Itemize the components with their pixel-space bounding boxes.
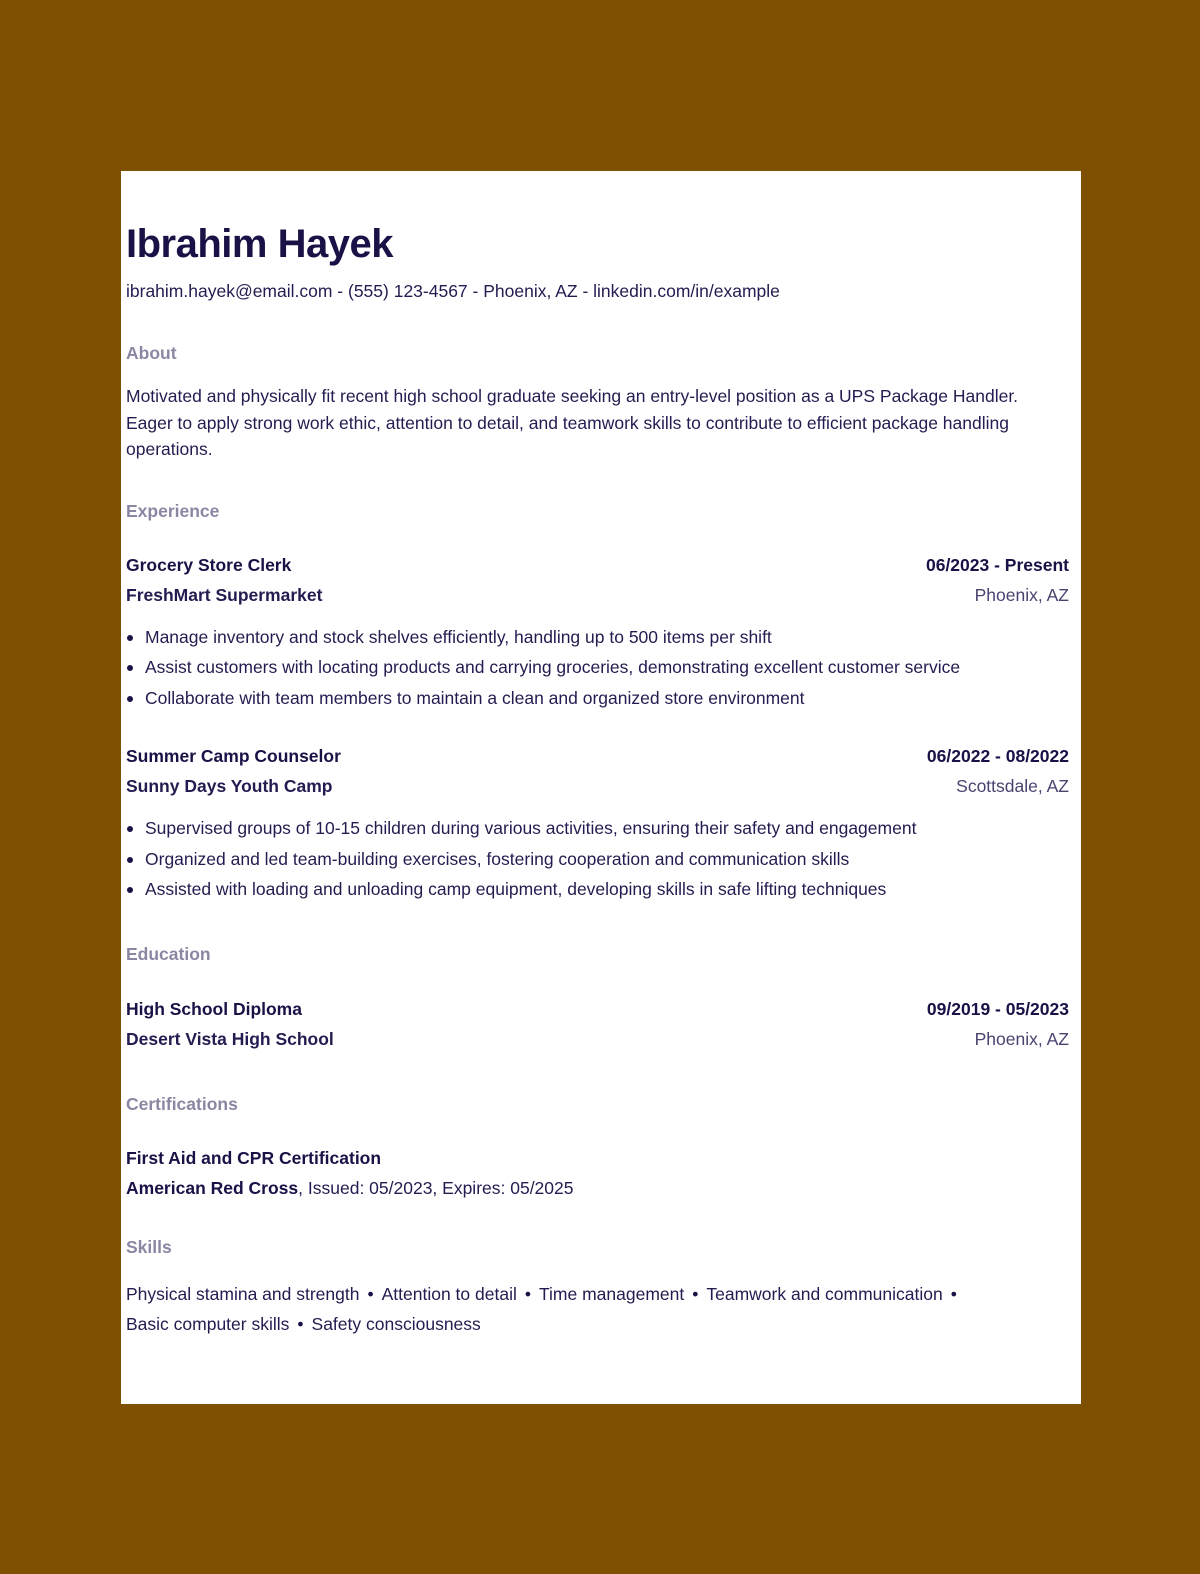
- skill-item: Attention to detail: [381, 1283, 517, 1304]
- job-dates: 06/2022 - 08/2022: [926, 746, 1069, 766]
- section-title-certifications: Certifications: [126, 1093, 238, 1114]
- skill-separator: •: [692, 1283, 699, 1304]
- certification-details-line: [126, 1173, 1069, 1203]
- job-location: Phoenix, AZ: [974, 584, 1069, 605]
- skill-item: Physical stamina and strength: [126, 1283, 360, 1304]
- job-title: Summer Camp Counselor: [126, 746, 341, 766]
- job-location: Scottsdale, AZ: [956, 776, 1069, 796]
- education-degree: High School Diploma: [126, 998, 302, 1019]
- certification-issuer: American Red Cross: [126, 1177, 299, 1198]
- skill-separator: •: [950, 1283, 957, 1304]
- job-bullet-text: Collaborate with team members to maintain a clean and organized store environment: [145, 687, 805, 708]
- job-bullet: [126, 874, 1069, 905]
- job-bullet: [126, 683, 1069, 714]
- job-bullet: [126, 844, 1069, 875]
- certification-details: , Issued: 05/2023, Expires: 05/2025: [298, 1177, 574, 1198]
- job-bullet-text: Assisted with loading and unloading camp equipment, developing skills in safe lifting techniques: [145, 879, 887, 899]
- job-bullet: [126, 813, 1069, 844]
- skill-item: Time management: [538, 1283, 685, 1304]
- experience-item: [126, 550, 1069, 714]
- job-bullet-text: Assist customers with locating products and carrying groceries, demonstrating excellent customer service: [145, 657, 961, 677]
- contact-line: ibrahim.hayek@email.com - (555) 123-4567 - Phoenix, AZ - linkedin.com/in/example: [126, 281, 780, 301]
- certification-name: First Aid and CPR Certification: [126, 1147, 382, 1168]
- job-company-row: [126, 771, 1069, 801]
- job-bullet: [126, 622, 1069, 653]
- bullet-dot: [127, 857, 133, 863]
- education-location: Phoenix, AZ: [974, 1028, 1069, 1049]
- job-title: Grocery Store Clerk: [126, 554, 292, 575]
- section-title-education: Education: [126, 943, 211, 964]
- education-school: Desert Vista High School: [126, 1028, 334, 1049]
- skill-item: Basic computer skills: [126, 1314, 290, 1334]
- candidate-name: Ibrahim Hayek: [126, 222, 393, 266]
- skill-separator: •: [524, 1283, 531, 1304]
- section-title-about: About: [126, 343, 177, 363]
- bullet-dot: [127, 826, 133, 832]
- skill-separator: •: [367, 1283, 374, 1304]
- skill-item: Safety consciousness: [311, 1314, 481, 1334]
- job-header-row: [126, 550, 1069, 580]
- bullet-dot: [127, 665, 133, 671]
- skill-separator: •: [297, 1314, 304, 1334]
- education-school-row: [126, 1024, 1069, 1054]
- job-bullet-text: Supervised groups of 10-15 children during various activities, ensuring their safety and engagement: [145, 818, 917, 838]
- job-bullet-text: Organized and led team-building exercises, fostering cooperation and communication skills: [145, 848, 850, 869]
- bullet-dot: [127, 635, 133, 641]
- bullet-dot: [127, 696, 133, 702]
- certification-item: [126, 1143, 1069, 1203]
- about-text: Motivated and physically fit recent high school graduate seeking an entry-level position as a UPS Package Handler. Eager to apply strong work ethic, attention to detail, and teamwork skills to contribute to efficient package handling operations.: [126, 386, 1019, 459]
- job-dates: 06/2023 - Present: [925, 554, 1069, 575]
- job-company: Sunny Days Youth Camp: [126, 776, 333, 796]
- section-title-experience: Experience: [126, 500, 220, 521]
- section-title-skills: Skills: [126, 1236, 172, 1257]
- education-header-row: [126, 994, 1069, 1024]
- experience-item: [126, 741, 1069, 905]
- job-bullet: [126, 652, 1069, 683]
- job-company-row: [126, 580, 1069, 610]
- resume-page: [121, 171, 1081, 1404]
- certification-name-row: [126, 1143, 1069, 1173]
- job-bullet-text: Manage inventory and stock shelves efficiently, handling up to 500 items per shift: [145, 626, 772, 647]
- skill-item: Teamwork and communication: [706, 1283, 943, 1304]
- job-header-row: [126, 741, 1069, 771]
- job-company: FreshMart Supermarket: [126, 584, 323, 605]
- job-bullets: [126, 813, 1069, 905]
- skills-list: [126, 1279, 1036, 1340]
- education-dates: 09/2019 - 05/2023: [926, 998, 1069, 1019]
- education-item: [126, 994, 1069, 1054]
- bullet-dot: [127, 887, 133, 893]
- job-bullets: [126, 622, 1069, 714]
